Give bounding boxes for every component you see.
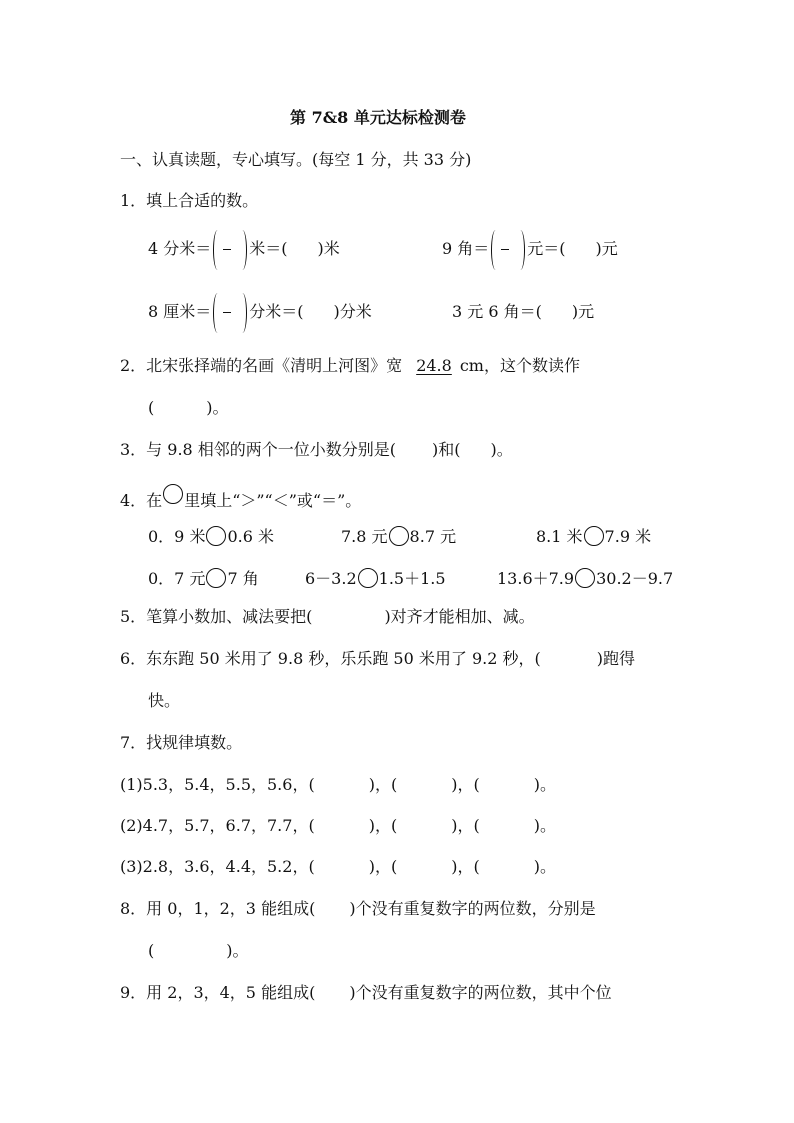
paren: )，( xyxy=(451,857,480,876)
comparison-item xyxy=(341,526,456,548)
question-text: 6．东东跑 50 米用了 9.8 秒，乐乐跑 50 米用了 9.2 秒，( xyxy=(120,649,541,668)
question-9-line-1 xyxy=(120,982,612,1004)
question-4-label xyxy=(120,484,361,512)
question-text: 8．用 0，1，2，3 能组成( xyxy=(120,899,316,918)
comparison-item xyxy=(497,568,673,590)
question-text: cm，这个数读作 xyxy=(459,356,580,375)
comparison-right: 0.6 米 xyxy=(227,527,274,546)
question-1-row-2 xyxy=(148,292,372,333)
question-1-label: 1．填上合适的数。 xyxy=(120,191,259,210)
question-1-row-1 xyxy=(148,229,340,270)
question-2-line-2 xyxy=(148,397,229,419)
comparison-circle[interactable] xyxy=(389,526,409,546)
comparison-item xyxy=(305,568,446,590)
paren: ( xyxy=(148,398,155,417)
comparison-right: 8.7 元 xyxy=(409,527,457,546)
conversion-text: )分米 xyxy=(333,302,372,321)
question-text: )个没有重复数字的两位数，其中个位 xyxy=(349,983,612,1002)
comparison-right: 30.2－9.7 xyxy=(596,569,674,588)
paren: )，( xyxy=(368,857,398,876)
paren: )，( xyxy=(368,816,398,835)
comparison-left: 6－3.2 xyxy=(305,569,357,588)
fraction-blank[interactable] xyxy=(213,293,247,333)
comparison-left: 7.8 元 xyxy=(341,527,388,546)
sequence-text: (1)5.3，5.4，5.5，5.6，( xyxy=(120,775,315,794)
conversion-text: 4 分米＝ xyxy=(148,239,212,258)
question-7-label: 7．找规律填数。 xyxy=(120,733,243,752)
conversion-text: )元 xyxy=(571,302,595,321)
paren: )。 xyxy=(206,398,229,417)
question-5 xyxy=(120,606,535,628)
comparison-right: 7.9 米 xyxy=(604,527,652,546)
sequence-row xyxy=(120,815,556,837)
fraction-blank[interactable] xyxy=(213,230,247,270)
question-1-row-2b xyxy=(452,292,594,332)
comparison-left: 8.1 米 xyxy=(536,527,583,546)
comparison-circle[interactable] xyxy=(584,526,604,546)
question-1-row-1b xyxy=(442,229,618,270)
question-text: 9．用 2，3，4，5 能组成( xyxy=(120,983,316,1002)
comparison-right: 1.5＋1.5 xyxy=(378,569,446,588)
question-text: 3．与 9.8 相邻的两个一位小数分别是( xyxy=(120,440,397,459)
paren: )。 xyxy=(533,857,556,876)
paren: )。 xyxy=(533,816,556,835)
comparison-item xyxy=(536,526,651,548)
paren: )，( xyxy=(451,775,480,794)
comparison-left: 0．9 米 xyxy=(148,527,206,546)
conversion-text: )米 xyxy=(317,239,340,258)
sequence-text: (2)4.7，5.7，6.7，7.7，( xyxy=(120,816,315,835)
paren: )，( xyxy=(368,775,398,794)
conversion-text: )元 xyxy=(595,239,618,258)
question-text: 4．在 xyxy=(120,491,163,510)
paren: )。 xyxy=(533,775,556,794)
question-2-line-1 xyxy=(120,355,580,377)
question-text: 里填上“＞”“＜”或“＝”。 xyxy=(184,491,362,510)
comparison-right: 7 角 xyxy=(227,569,259,588)
question-6-line-1 xyxy=(120,648,635,670)
conversion-text: 8 厘米＝ xyxy=(148,302,212,321)
question-8-line-2 xyxy=(148,940,249,962)
question-6-line-2: 快。 xyxy=(148,691,181,710)
conversion-text: 分米＝( xyxy=(249,302,304,321)
conversion-text: 9 角＝ xyxy=(442,239,490,258)
question-text: )跑得 xyxy=(596,649,635,668)
comparison-circle[interactable] xyxy=(358,568,378,588)
underlined-value: 24.8 xyxy=(416,356,452,375)
question-text: 2．北宋张择端的名画《清明上河图》宽 xyxy=(120,356,403,375)
conversion-text: 3 元 6 角＝( xyxy=(452,302,542,321)
question-text: )和( xyxy=(432,440,461,459)
comparison-item xyxy=(148,526,274,548)
fraction-blank[interactable] xyxy=(491,230,525,270)
question-8-line-1 xyxy=(120,898,596,920)
comparison-item xyxy=(148,568,259,590)
comparison-circle[interactable] xyxy=(206,568,226,588)
section-heading: 一、认真读题，专心填写。(每空 1 分，共 33 分) xyxy=(120,150,472,169)
sequence-text: (3)2.8，3.6，4.4，5.2，( xyxy=(120,857,315,876)
question-text: )对齐才能相加、减。 xyxy=(384,607,535,626)
comparison-left: 0．7 元 xyxy=(148,569,206,588)
comparison-circle[interactable] xyxy=(575,568,595,588)
comparison-circle[interactable] xyxy=(206,526,226,546)
question-text: 5．笔算小数加、减法要把( xyxy=(120,607,313,626)
sequence-row xyxy=(120,774,556,796)
question-text: )。 xyxy=(490,440,513,459)
paren: ( xyxy=(148,941,155,960)
question-3 xyxy=(120,439,513,461)
sequence-row xyxy=(120,856,556,878)
question-text: )个没有重复数字的两位数，分别是 xyxy=(349,899,596,918)
circle-icon xyxy=(163,484,183,504)
page-title: 第 7&8 单元达标检测卷 xyxy=(290,108,466,127)
paren: )。 xyxy=(226,941,249,960)
comparison-left: 13.6＋7.9 xyxy=(497,569,575,588)
conversion-text: 米＝( xyxy=(249,239,288,258)
conversion-text: 元＝( xyxy=(527,239,566,258)
paren: )，( xyxy=(451,816,480,835)
